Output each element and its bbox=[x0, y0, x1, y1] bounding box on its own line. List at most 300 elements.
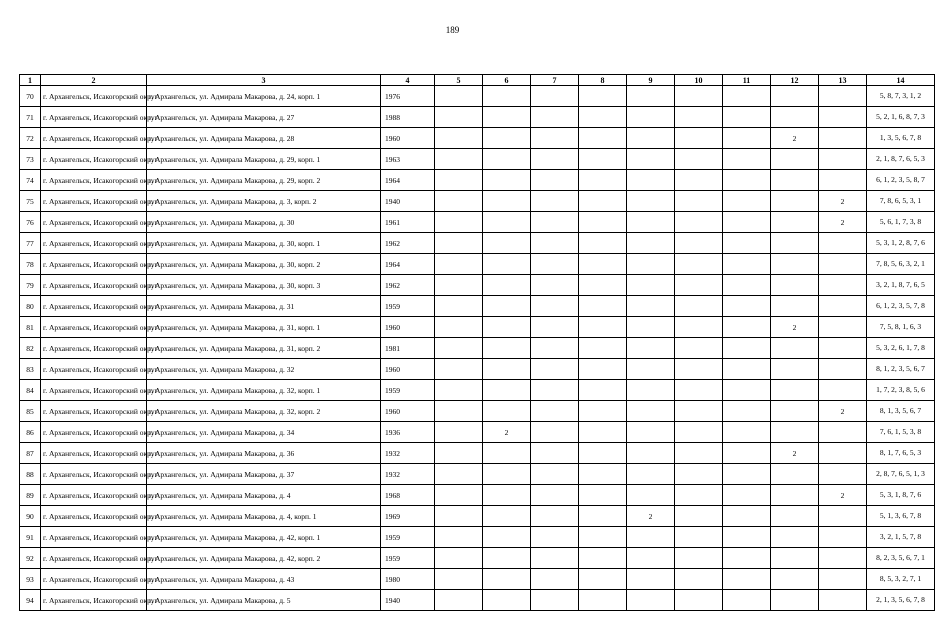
col12-cell bbox=[771, 359, 819, 380]
col8-cell bbox=[579, 359, 627, 380]
table-row bbox=[20, 464, 935, 485]
col11-cell bbox=[723, 107, 771, 128]
year-cell: 1932 bbox=[381, 464, 435, 485]
col14-cell: 1, 7, 2, 3, 8, 5, 6 bbox=[867, 380, 935, 401]
row-number: 74 bbox=[20, 170, 41, 191]
col9-cell bbox=[627, 590, 675, 611]
col7-cell bbox=[531, 464, 579, 485]
district-cell: г. Архангельск, Исакогорский округ bbox=[41, 275, 147, 296]
col14-cell: 5, 2, 1, 6, 8, 7, 3 bbox=[867, 107, 935, 128]
year-cell: 1962 bbox=[381, 275, 435, 296]
col10-cell bbox=[675, 212, 723, 233]
col5-cell bbox=[435, 359, 483, 380]
district-cell: г. Архангельск, Исакогорский округ bbox=[41, 527, 147, 548]
row-number: 90 bbox=[20, 506, 41, 527]
district-cell: г. Архангельск, Исакогорский округ bbox=[41, 170, 147, 191]
col13-cell bbox=[819, 506, 867, 527]
col9-cell bbox=[627, 422, 675, 443]
address-cell: г. Архангельск, ул. Адмирала Макарова, д. 37 bbox=[147, 464, 381, 485]
year-cell: 1940 bbox=[381, 590, 435, 611]
col5-cell bbox=[435, 275, 483, 296]
table-row bbox=[20, 422, 935, 443]
col9-cell bbox=[627, 212, 675, 233]
col6-cell bbox=[483, 128, 531, 149]
col11-cell bbox=[723, 506, 771, 527]
col10-cell bbox=[675, 422, 723, 443]
col11-cell bbox=[723, 569, 771, 590]
table-row bbox=[20, 317, 935, 338]
col13-cell bbox=[819, 128, 867, 149]
column-header-5: 5 bbox=[435, 75, 483, 86]
col8-cell bbox=[579, 149, 627, 170]
table-row bbox=[20, 191, 935, 212]
col11-cell bbox=[723, 86, 771, 107]
col13-cell: 2 bbox=[819, 401, 867, 422]
col5-cell bbox=[435, 380, 483, 401]
col8-cell bbox=[579, 506, 627, 527]
col7-cell bbox=[531, 569, 579, 590]
col14-cell: 8, 5, 3, 2, 7, 1 bbox=[867, 569, 935, 590]
col10-cell bbox=[675, 128, 723, 149]
col9-cell bbox=[627, 254, 675, 275]
col10-cell bbox=[675, 380, 723, 401]
col11-cell bbox=[723, 128, 771, 149]
address-cell: г. Архангельск, ул. Адмирала Макарова, д. 34 bbox=[147, 422, 381, 443]
column-number-row bbox=[20, 75, 935, 86]
col11-cell bbox=[723, 401, 771, 422]
col5-cell bbox=[435, 338, 483, 359]
year-cell: 1962 bbox=[381, 233, 435, 254]
col10-cell bbox=[675, 506, 723, 527]
col6-cell bbox=[483, 485, 531, 506]
address-cell: г. Архангельск, ул. Адмирала Макарова, д. 30, корп. 3 bbox=[147, 275, 381, 296]
col5-cell bbox=[435, 443, 483, 464]
col8-cell bbox=[579, 485, 627, 506]
col6-cell bbox=[483, 86, 531, 107]
col9-cell bbox=[627, 170, 675, 191]
district-cell: г. Архангельск, Исакогорский округ bbox=[41, 464, 147, 485]
row-number: 89 bbox=[20, 485, 41, 506]
col7-cell bbox=[531, 191, 579, 212]
col5-cell bbox=[435, 590, 483, 611]
row-number: 91 bbox=[20, 527, 41, 548]
col9-cell: 2 bbox=[627, 506, 675, 527]
year-cell: 1959 bbox=[381, 548, 435, 569]
address-cell: г. Архангельск, ул. Адмирала Макарова, д. 4 bbox=[147, 485, 381, 506]
col12-cell bbox=[771, 149, 819, 170]
row-number: 93 bbox=[20, 569, 41, 590]
col6-cell bbox=[483, 590, 531, 611]
table-row bbox=[20, 359, 935, 380]
col6-cell bbox=[483, 296, 531, 317]
col13-cell bbox=[819, 275, 867, 296]
col13-cell bbox=[819, 569, 867, 590]
col9-cell bbox=[627, 380, 675, 401]
year-cell: 1932 bbox=[381, 443, 435, 464]
col7-cell bbox=[531, 506, 579, 527]
col7-cell bbox=[531, 254, 579, 275]
address-cell: г. Архангельск, ул. Адмирала Макарова, д. 42, корп. 2 bbox=[147, 548, 381, 569]
row-number: 81 bbox=[20, 317, 41, 338]
col8-cell bbox=[579, 170, 627, 191]
row-number: 87 bbox=[20, 443, 41, 464]
table-row bbox=[20, 233, 935, 254]
col11-cell bbox=[723, 548, 771, 569]
table-row bbox=[20, 401, 935, 422]
col14-cell: 6, 1, 2, 3, 5, 8, 7 bbox=[867, 170, 935, 191]
col5-cell bbox=[435, 317, 483, 338]
col11-cell bbox=[723, 191, 771, 212]
col10-cell bbox=[675, 569, 723, 590]
district-cell: г. Архангельск, Исакогорский округ bbox=[41, 254, 147, 275]
col6-cell bbox=[483, 527, 531, 548]
col10-cell bbox=[675, 548, 723, 569]
table-row bbox=[20, 569, 935, 590]
col8-cell bbox=[579, 338, 627, 359]
col13-cell bbox=[819, 359, 867, 380]
table-row bbox=[20, 506, 935, 527]
col13-cell bbox=[819, 86, 867, 107]
address-cell: г. Архангельск, ул. Адмирала Макарова, д. 27 bbox=[147, 107, 381, 128]
col8-cell bbox=[579, 86, 627, 107]
year-cell: 1964 bbox=[381, 254, 435, 275]
address-cell: г. Архангельск, ул. Адмирала Макарова, д. 29, корп. 2 bbox=[147, 170, 381, 191]
year-cell: 1959 bbox=[381, 296, 435, 317]
col6-cell bbox=[483, 212, 531, 233]
address-cell: г. Архангельск, ул. Адмирала Макарова, д. 29, корп. 1 bbox=[147, 149, 381, 170]
housing-register-table bbox=[19, 74, 935, 611]
col12-cell: 2 bbox=[771, 128, 819, 149]
row-number: 75 bbox=[20, 191, 41, 212]
year-cell: 1976 bbox=[381, 86, 435, 107]
col12-cell bbox=[771, 548, 819, 569]
col11-cell bbox=[723, 359, 771, 380]
col12-cell bbox=[771, 506, 819, 527]
district-cell: г. Архангельск, Исакогорский округ bbox=[41, 296, 147, 317]
col7-cell bbox=[531, 359, 579, 380]
year-cell: 1988 bbox=[381, 107, 435, 128]
col6-cell bbox=[483, 275, 531, 296]
col6-cell bbox=[483, 380, 531, 401]
col10-cell bbox=[675, 485, 723, 506]
year-cell: 1963 bbox=[381, 149, 435, 170]
col5-cell bbox=[435, 170, 483, 191]
table-row bbox=[20, 380, 935, 401]
col8-cell bbox=[579, 233, 627, 254]
col10-cell bbox=[675, 149, 723, 170]
col12-cell bbox=[771, 527, 819, 548]
col14-cell: 2, 1, 8, 7, 6, 5, 3 bbox=[867, 149, 935, 170]
col12-cell bbox=[771, 401, 819, 422]
col14-cell: 2, 8, 7, 6, 5, 1, 3 bbox=[867, 464, 935, 485]
col13-cell bbox=[819, 254, 867, 275]
col8-cell bbox=[579, 317, 627, 338]
col6-cell bbox=[483, 359, 531, 380]
col9-cell bbox=[627, 548, 675, 569]
column-header-14: 14 bbox=[867, 75, 935, 86]
col8-cell bbox=[579, 464, 627, 485]
col14-cell: 5, 3, 1, 8, 7, 6 bbox=[867, 485, 935, 506]
table-row bbox=[20, 443, 935, 464]
col9-cell bbox=[627, 149, 675, 170]
col7-cell bbox=[531, 485, 579, 506]
district-cell: г. Архангельск, Исакогорский округ bbox=[41, 107, 147, 128]
address-cell: г. Архангельск, ул. Адмирала Макарова, д. 3, корп. 2 bbox=[147, 191, 381, 212]
col5-cell bbox=[435, 569, 483, 590]
col8-cell bbox=[579, 548, 627, 569]
address-cell: г. Архангельск, ул. Адмирала Макарова, д. 4, корп. 1 bbox=[147, 506, 381, 527]
district-cell: г. Архангельск, Исакогорский округ bbox=[41, 380, 147, 401]
table-row bbox=[20, 296, 935, 317]
col12-cell bbox=[771, 569, 819, 590]
col10-cell bbox=[675, 170, 723, 191]
col7-cell bbox=[531, 149, 579, 170]
col13-cell bbox=[819, 338, 867, 359]
col10-cell bbox=[675, 254, 723, 275]
col5-cell bbox=[435, 422, 483, 443]
row-number: 76 bbox=[20, 212, 41, 233]
col5-cell bbox=[435, 548, 483, 569]
col6-cell bbox=[483, 254, 531, 275]
district-cell: г. Архангельск, Исакогорский округ bbox=[41, 233, 147, 254]
district-cell: г. Архангельск, Исакогорский округ bbox=[41, 359, 147, 380]
col11-cell bbox=[723, 590, 771, 611]
year-cell: 1981 bbox=[381, 338, 435, 359]
col9-cell bbox=[627, 296, 675, 317]
row-number: 79 bbox=[20, 275, 41, 296]
col6-cell bbox=[483, 317, 531, 338]
col10-cell bbox=[675, 590, 723, 611]
col12-cell bbox=[771, 296, 819, 317]
row-number: 86 bbox=[20, 422, 41, 443]
col13-cell bbox=[819, 107, 867, 128]
col6-cell: 2 bbox=[483, 422, 531, 443]
address-cell: г. Архангельск, ул. Адмирала Макарова, д. 31, корп. 1 bbox=[147, 317, 381, 338]
column-header-1: 1 bbox=[20, 75, 41, 86]
table-row bbox=[20, 149, 935, 170]
address-cell: г. Архангельск, ул. Адмирала Макарова, д. 30 bbox=[147, 212, 381, 233]
address-cell: г. Архангельск, ул. Адмирала Макарова, д. 24, корп. 1 bbox=[147, 86, 381, 107]
col14-cell: 2, 1, 3, 5, 6, 7, 8 bbox=[867, 590, 935, 611]
col14-cell: 5, 1, 3, 6, 7, 8 bbox=[867, 506, 935, 527]
col13-cell bbox=[819, 380, 867, 401]
row-number: 92 bbox=[20, 548, 41, 569]
year-cell: 1968 bbox=[381, 485, 435, 506]
column-header-4: 4 bbox=[381, 75, 435, 86]
address-cell: г. Архангельск, ул. Адмирала Макарова, д. 31, корп. 2 bbox=[147, 338, 381, 359]
col12-cell bbox=[771, 107, 819, 128]
col7-cell bbox=[531, 380, 579, 401]
row-number: 77 bbox=[20, 233, 41, 254]
row-number: 82 bbox=[20, 338, 41, 359]
year-cell: 1980 bbox=[381, 569, 435, 590]
col9-cell bbox=[627, 485, 675, 506]
district-cell: г. Архангельск, Исакогорский округ bbox=[41, 317, 147, 338]
year-cell: 1959 bbox=[381, 380, 435, 401]
col12-cell: 2 bbox=[771, 443, 819, 464]
address-cell: г. Архангельск, ул. Адмирала Макарова, д. 31 bbox=[147, 296, 381, 317]
col8-cell bbox=[579, 569, 627, 590]
year-cell: 1964 bbox=[381, 170, 435, 191]
col13-cell bbox=[819, 233, 867, 254]
district-cell: г. Архангельск, Исакогорский округ bbox=[41, 401, 147, 422]
row-number: 84 bbox=[20, 380, 41, 401]
col14-cell: 8, 1, 3, 5, 6, 7 bbox=[867, 401, 935, 422]
col12-cell bbox=[771, 338, 819, 359]
col5-cell bbox=[435, 485, 483, 506]
col10-cell bbox=[675, 359, 723, 380]
col14-cell: 3, 2, 1, 5, 7, 8 bbox=[867, 527, 935, 548]
address-cell: г. Архангельск, ул. Адмирала Макарова, д. 32 bbox=[147, 359, 381, 380]
district-cell: г. Архангельск, Исакогорский округ bbox=[41, 191, 147, 212]
address-cell: г. Архангельск, ул. Адмирала Макарова, д. 43 bbox=[147, 569, 381, 590]
col12-cell bbox=[771, 233, 819, 254]
address-cell: г. Архангельск, ул. Адмирала Макарова, д. 42, корп. 1 bbox=[147, 527, 381, 548]
col6-cell bbox=[483, 443, 531, 464]
col10-cell bbox=[675, 527, 723, 548]
address-cell: г. Архангельск, ул. Адмирала Макарова, д. 28 bbox=[147, 128, 381, 149]
col9-cell bbox=[627, 275, 675, 296]
col13-cell bbox=[819, 422, 867, 443]
col10-cell bbox=[675, 338, 723, 359]
col7-cell bbox=[531, 401, 579, 422]
district-cell: г. Архангельск, Исакогорский округ bbox=[41, 443, 147, 464]
address-cell: г. Архангельск, ул. Адмирала Макарова, д. 32, корп. 1 bbox=[147, 380, 381, 401]
col9-cell bbox=[627, 317, 675, 338]
col12-cell bbox=[771, 422, 819, 443]
col13-cell: 2 bbox=[819, 191, 867, 212]
col6-cell bbox=[483, 569, 531, 590]
col9-cell bbox=[627, 464, 675, 485]
column-header-13: 13 bbox=[819, 75, 867, 86]
col5-cell bbox=[435, 212, 483, 233]
col14-cell: 5, 3, 1, 2, 8, 7, 6 bbox=[867, 233, 935, 254]
col8-cell bbox=[579, 527, 627, 548]
col14-cell: 5, 3, 2, 6, 1, 7, 8 bbox=[867, 338, 935, 359]
column-header-6: 6 bbox=[483, 75, 531, 86]
col8-cell bbox=[579, 191, 627, 212]
col11-cell bbox=[723, 149, 771, 170]
address-cell: г. Архангельск, ул. Адмирала Макарова, д. 32, корп. 2 bbox=[147, 401, 381, 422]
col8-cell bbox=[579, 590, 627, 611]
year-cell: 1936 bbox=[381, 422, 435, 443]
col14-cell: 6, 1, 2, 3, 5, 7, 8 bbox=[867, 296, 935, 317]
col6-cell bbox=[483, 506, 531, 527]
column-header-10: 10 bbox=[675, 75, 723, 86]
district-cell: г. Архангельск, Исакогорский округ bbox=[41, 590, 147, 611]
col11-cell bbox=[723, 275, 771, 296]
col7-cell bbox=[531, 527, 579, 548]
col12-cell: 2 bbox=[771, 317, 819, 338]
col13-cell: 2 bbox=[819, 212, 867, 233]
col11-cell bbox=[723, 443, 771, 464]
col5-cell bbox=[435, 149, 483, 170]
district-cell: г. Архангельск, Исакогорский округ bbox=[41, 86, 147, 107]
table-body bbox=[20, 86, 935, 611]
col5-cell bbox=[435, 527, 483, 548]
col5-cell bbox=[435, 254, 483, 275]
col8-cell bbox=[579, 401, 627, 422]
col9-cell bbox=[627, 569, 675, 590]
address-cell: г. Архангельск, ул. Адмирала Макарова, д. 30, корп. 2 bbox=[147, 254, 381, 275]
col7-cell bbox=[531, 86, 579, 107]
col7-cell bbox=[531, 128, 579, 149]
col11-cell bbox=[723, 296, 771, 317]
col11-cell bbox=[723, 380, 771, 401]
table-row bbox=[20, 527, 935, 548]
col9-cell bbox=[627, 86, 675, 107]
column-header-12: 12 bbox=[771, 75, 819, 86]
year-cell: 1960 bbox=[381, 317, 435, 338]
col13-cell bbox=[819, 317, 867, 338]
col10-cell bbox=[675, 275, 723, 296]
col5-cell bbox=[435, 128, 483, 149]
district-cell: г. Архангельск, Исакогорский округ bbox=[41, 506, 147, 527]
col7-cell bbox=[531, 548, 579, 569]
col9-cell bbox=[627, 191, 675, 212]
col6-cell bbox=[483, 191, 531, 212]
table-row bbox=[20, 275, 935, 296]
col14-cell: 8, 2, 3, 5, 6, 7, 1 bbox=[867, 548, 935, 569]
col11-cell bbox=[723, 464, 771, 485]
col8-cell bbox=[579, 296, 627, 317]
col12-cell bbox=[771, 380, 819, 401]
col8-cell bbox=[579, 128, 627, 149]
col11-cell bbox=[723, 422, 771, 443]
address-cell: г. Архангельск, ул. Адмирала Макарова, д. 5 bbox=[147, 590, 381, 611]
column-header-3: 3 bbox=[147, 75, 381, 86]
col5-cell bbox=[435, 401, 483, 422]
col8-cell bbox=[579, 212, 627, 233]
table-row bbox=[20, 548, 935, 569]
col13-cell: 2 bbox=[819, 485, 867, 506]
col6-cell bbox=[483, 170, 531, 191]
col14-cell: 7, 6, 1, 5, 3, 8 bbox=[867, 422, 935, 443]
col13-cell bbox=[819, 527, 867, 548]
column-header-7: 7 bbox=[531, 75, 579, 86]
col8-cell bbox=[579, 422, 627, 443]
district-cell: г. Архангельск, Исакогорский округ bbox=[41, 422, 147, 443]
col9-cell bbox=[627, 359, 675, 380]
col8-cell bbox=[579, 254, 627, 275]
col6-cell bbox=[483, 401, 531, 422]
col12-cell bbox=[771, 485, 819, 506]
row-number: 88 bbox=[20, 464, 41, 485]
col12-cell bbox=[771, 590, 819, 611]
table-row bbox=[20, 86, 935, 107]
table-row bbox=[20, 485, 935, 506]
table-row bbox=[20, 590, 935, 611]
row-number: 73 bbox=[20, 149, 41, 170]
col14-cell: 7, 5, 8, 1, 6, 3 bbox=[867, 317, 935, 338]
col7-cell bbox=[531, 275, 579, 296]
col5-cell bbox=[435, 191, 483, 212]
col10-cell bbox=[675, 233, 723, 254]
col14-cell: 3, 2, 1, 8, 7, 6, 5 bbox=[867, 275, 935, 296]
col11-cell bbox=[723, 485, 771, 506]
col8-cell bbox=[579, 107, 627, 128]
col12-cell bbox=[771, 464, 819, 485]
col8-cell bbox=[579, 443, 627, 464]
col14-cell: 5, 8, 7, 3, 1, 2 bbox=[867, 86, 935, 107]
col11-cell bbox=[723, 338, 771, 359]
row-number: 71 bbox=[20, 107, 41, 128]
year-cell: 1960 bbox=[381, 401, 435, 422]
col12-cell bbox=[771, 170, 819, 191]
table-row bbox=[20, 170, 935, 191]
col7-cell bbox=[531, 296, 579, 317]
col5-cell bbox=[435, 233, 483, 254]
